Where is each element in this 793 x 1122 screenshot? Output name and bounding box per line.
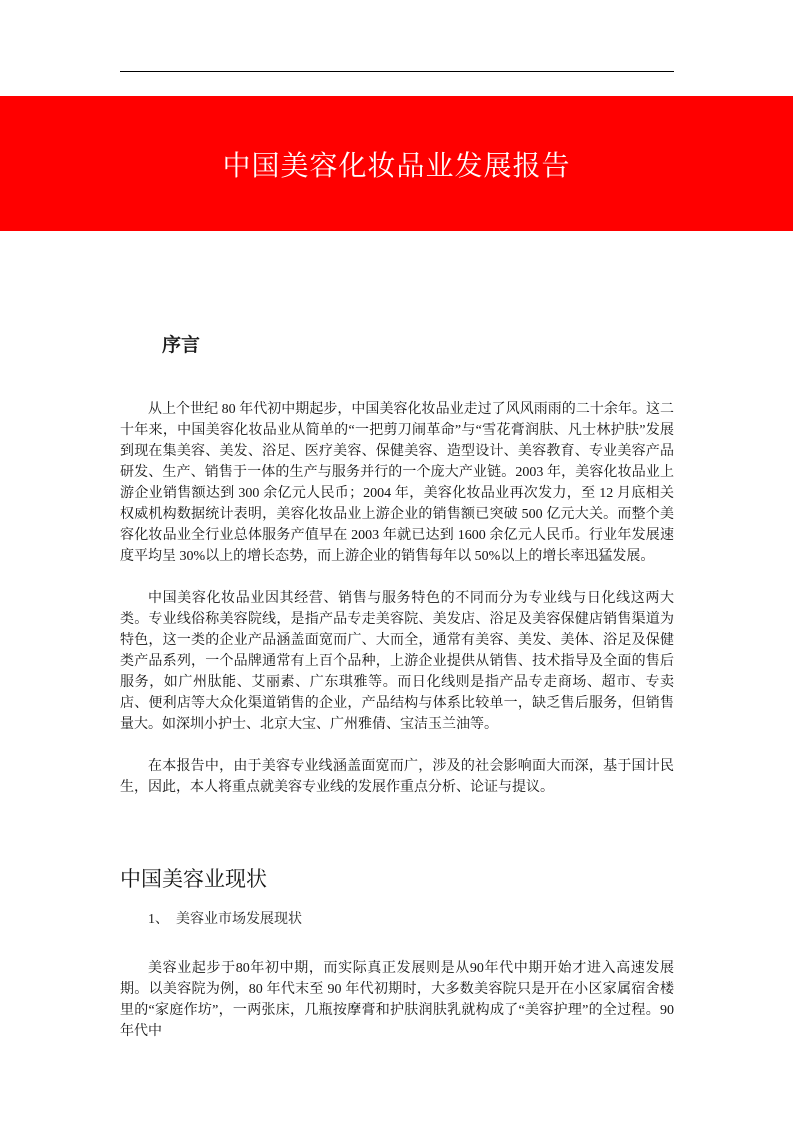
header-rule [120,71,674,72]
preface-paragraph-1: 从上个世纪 80 年代初中期起步，中国美容化妆品业走过了风风雨雨的二十余年。这二十年来，中国美容化妆品业从简单的“一把剪刀闹革命”与“雪花膏润肤、凡士林护肤”发展到现在集美容、美发、浴足、医疗美容、保健美容、造型设计、美容教育、专业美容产品研发、生产、销售于一体的生产与服务并行的一个庞大产业链。2003 年，美容化妆品业上游企业销售额达到 300 余亿元人民币；2004 年，美容化妆品业再次发力，至 12 月底相关权威机构数据统计表明，美容化妆品业上游企业的销售额已突破 500 亿元大关。而整个美容化妆品业全行业总体服务产值早在 2003 年就已达到 1600 余亿元人民币。行业年发展速度平均呈 30%以上的增长态势，而上游企业的销售每年以 50%以上的增长率迅猛发展。 [120,402,674,564]
subsection-number: 1、 [148,912,169,927]
subsection-title: 美容业市场发展现状 [176,912,302,927]
preface-paragraph-2: 中国美容化妆品业因其经营、销售与服务特色的不同而分为专业线与日化线这两大类。专业线俗称美容院线，是指产品专走美容院、美发店、浴足及美容保健店销售渠道为特色，这一类的企业产品涵盖面宽而广、大而全，通常有美容、美发、美体、浴足及保健类产品系列，一个品牌通常有上百个品种，上游企业提供从销售、技术指导及全面的售后服务，如广州肽能、艾丽素、广东琪雅等。而日化线则是指产品专走商场、超市、专卖店、便利店等大众化渠道销售的企业，产品结构与体系比较单一，缺乏售后服务，但销售量大。如深圳小护士、北京大宝、广州雅倩、宝洁玉兰油等。 [120,591,674,732]
preface-heading: 序言 [162,334,201,356]
preface-paragraph-3: 在本报告中，由于美容专业线涵盖面宽而广，涉及的社会影响面大而深，基于国计民生，因此，本人将重点就美容专业线的发展作重点分析、论证与提议。 [120,759,674,795]
title-banner [0,96,793,231]
subsection-heading-market [148,910,302,930]
section1-paragraph-1: 美容业起步于80年初中期，而实际真正发展则是从90年代中期开始才进入高速发展期。以美容院为例，80 年代末至 90 年代初期时，大多数美容院只是开在小区家属宿舍楼里的“家庭作坊”，一两张床，几瓶按摩膏和护肤润肤乳就构成了“美容护理”的全过程。90 年代中 [120,961,674,1039]
document-title: 中国美容化妆品业发展报告 [222,148,571,182]
section-heading-beauty-status: 中国美容业现状 [120,867,267,891]
